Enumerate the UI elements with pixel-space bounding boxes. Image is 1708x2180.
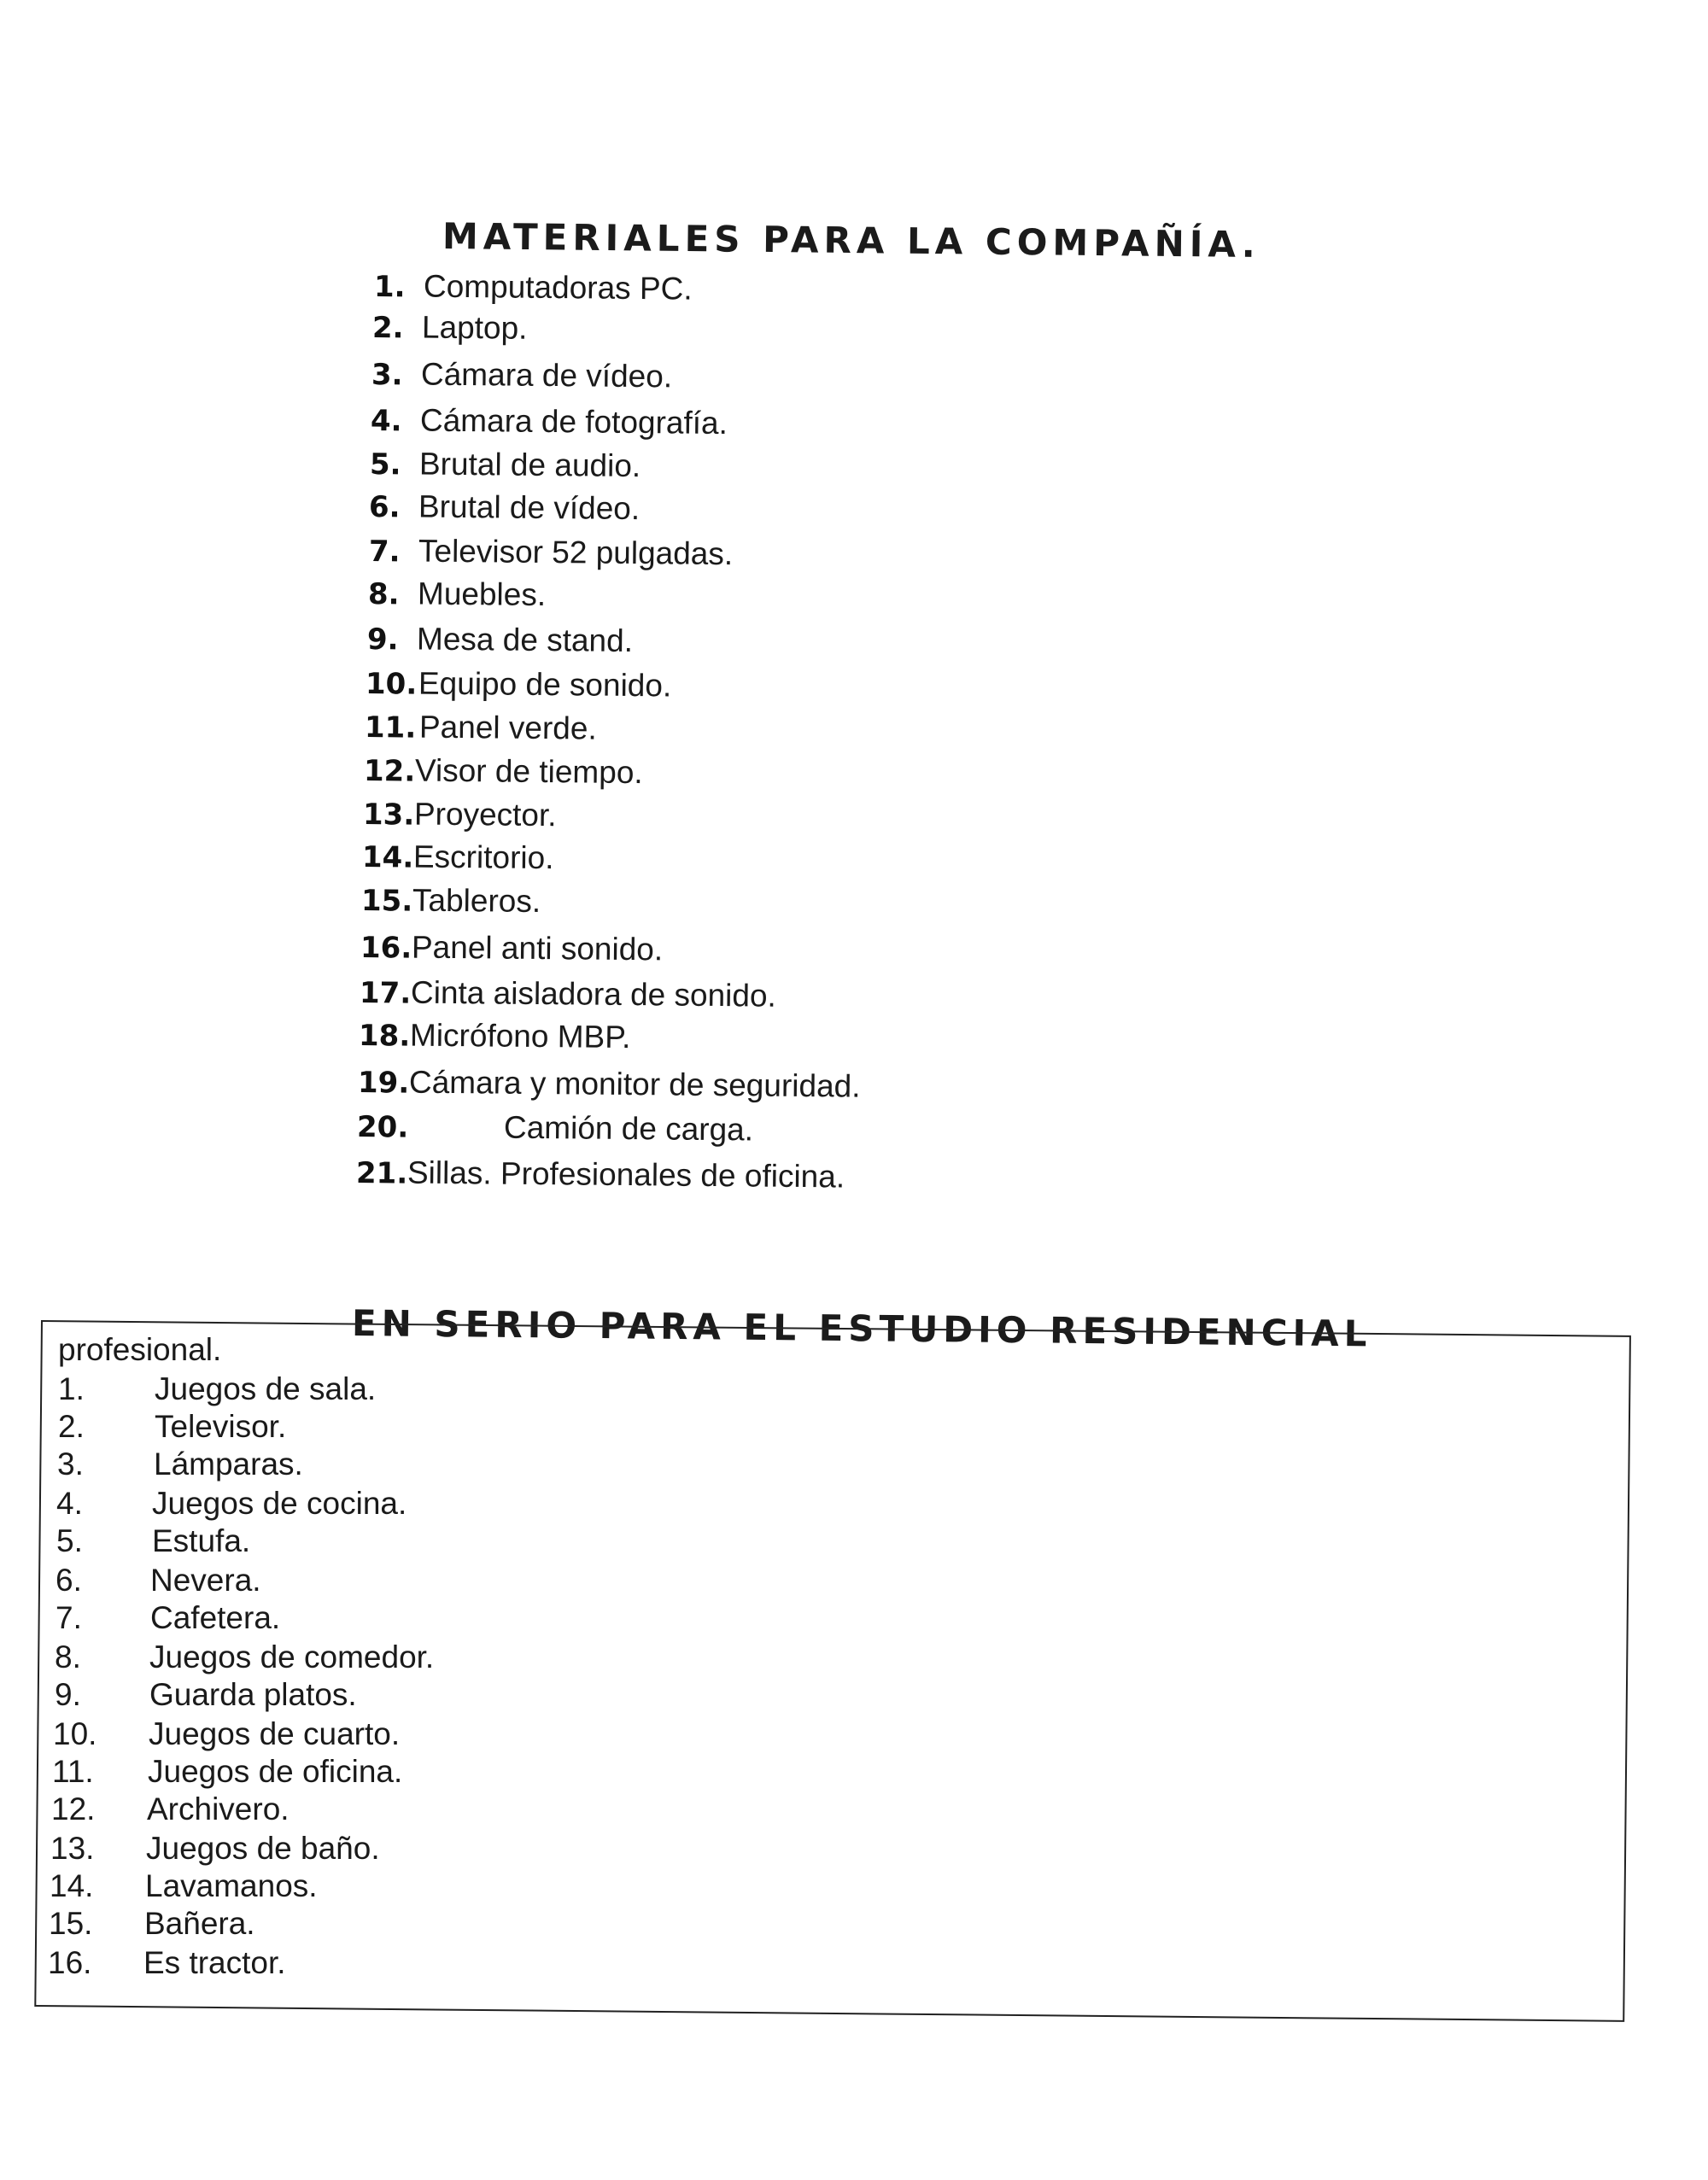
list-item: [364, 752, 643, 791]
item-text: Brutal de audio.: [418, 446, 641, 484]
item-number: 11.: [364, 710, 417, 745]
item-number: 16.: [360, 931, 412, 966]
item-number: 15.: [360, 884, 413, 919]
item-number: 12.: [363, 754, 416, 789]
item-number: 11.: [52, 1754, 94, 1789]
item-text: Juegos de baño.: [146, 1831, 380, 1866]
item-number: 2.: [58, 1409, 85, 1444]
item-text: Juegos de oficina.: [148, 1754, 403, 1789]
item-number: 19.: [357, 1066, 410, 1101]
item-text: Juegos de sala.: [155, 1371, 377, 1406]
item-number: 7.: [56, 1600, 82, 1635]
item-number: 14.: [361, 840, 414, 875]
item-text: Panel anti sonido.: [411, 929, 664, 967]
item-text: Televisor 52 pulgadas.: [418, 533, 734, 572]
list-item: [374, 268, 693, 307]
item-number: 13.: [362, 798, 415, 833]
list-item: [360, 974, 776, 1014]
item-number: 16.: [48, 1945, 92, 1980]
list-item: [369, 488, 640, 527]
list-item: [359, 1017, 631, 1055]
item-number: 5.: [56, 1523, 83, 1558]
item-number: 15.: [49, 1906, 93, 1941]
item-text: Cámara de vídeo.: [420, 356, 673, 395]
list-item: [357, 1108, 753, 1148]
residential-studio-title: EN SERIO PARA EL ESTUDIO RESIDENCIAL: [351, 1301, 1372, 1355]
item-number: 3.: [371, 358, 403, 393]
item-text: Proyector.: [413, 796, 557, 833]
item-number: 10.: [365, 667, 418, 702]
item-text: Camión de carga.: [503, 1109, 754, 1148]
item-number: 13.: [50, 1831, 95, 1866]
item-number: 10.: [53, 1716, 97, 1751]
item-number: 5.: [369, 447, 401, 482]
item-number: 18.: [358, 1019, 411, 1054]
item-text: Micrófono MBP.: [409, 1017, 631, 1055]
list-item: [371, 356, 672, 395]
item-text: Archivero.: [147, 1791, 290, 1826]
list-item: [368, 576, 547, 613]
list-item: [356, 1154, 845, 1195]
list-item: [360, 929, 664, 967]
item-text: Laptop.: [421, 309, 528, 346]
item-text: Computadoras PC.: [423, 268, 693, 307]
item-text: Juegos de cocina.: [152, 1486, 407, 1521]
item-number: 1.: [58, 1371, 85, 1406]
item-text: Juegos de comedor.: [149, 1639, 435, 1674]
item-text: Es tractor.: [143, 1945, 286, 1980]
list-item: [372, 309, 528, 347]
list-item: [369, 533, 734, 572]
item-number: 6.: [56, 1563, 82, 1598]
list-item: [358, 1064, 861, 1105]
list-item: [365, 709, 597, 747]
item-number: 3.: [57, 1447, 84, 1482]
item-number: 8.: [55, 1639, 81, 1674]
item-number: 4.: [56, 1486, 83, 1521]
item-number: 14.: [50, 1868, 94, 1903]
item-text: Lámparas.: [154, 1447, 303, 1482]
item-text: Escritorio.: [412, 839, 554, 876]
item-text: Lavamanos.: [145, 1868, 318, 1903]
item-number: 6.: [368, 490, 401, 525]
item-number: 7.: [368, 535, 401, 570]
item-text: Sillas. Profesionales de oficina.: [407, 1154, 845, 1195]
item-text: Equipo de sonido.: [418, 665, 672, 704]
item-text: Panel verde.: [418, 709, 597, 746]
item-number: 21.: [355, 1156, 408, 1191]
list-item: [371, 402, 728, 441]
item-text: Cámara de fotografía.: [419, 402, 728, 441]
item-number: 9.: [55, 1677, 81, 1712]
item-text: Cámara y monitor de seguridad.: [408, 1064, 861, 1104]
item-text: Cinta aisladora de sonido.: [410, 974, 777, 1014]
list-item: [367, 621, 633, 659]
item-text: Cafetera.: [150, 1600, 281, 1635]
list-item: [366, 665, 672, 704]
company-materials-title: MATERIALES PARA LA COMPAÑÍA.: [442, 215, 1261, 266]
item-number: 9.: [366, 622, 399, 658]
item-text: Estufa.: [152, 1523, 251, 1558]
item-text: Nevera.: [150, 1563, 261, 1598]
item-text: Tableros.: [412, 882, 541, 920]
item-number: 17.: [359, 976, 412, 1011]
list-item: [370, 446, 641, 484]
item-text: Mesa de stand.: [416, 621, 634, 658]
item-text: Televisor.: [155, 1409, 287, 1444]
item-number: 1.: [373, 270, 406, 305]
list-item: [363, 796, 557, 833]
list-item: [361, 882, 541, 920]
item-number: 12.: [51, 1791, 96, 1826]
item-number: 8.: [367, 577, 400, 612]
item-text: Guarda platos.: [149, 1677, 357, 1712]
item-text: Visor de tiempo.: [414, 752, 643, 791]
item-text: Brutal de vídeo.: [418, 488, 640, 527]
item-number: 2.: [371, 311, 404, 346]
box-intro-text: profesional.: [58, 1332, 222, 1367]
item-text: Bañera.: [144, 1906, 255, 1941]
list-item: [362, 839, 554, 876]
item-text: Juegos de cuarto.: [149, 1716, 401, 1751]
item-number: 20.: [356, 1110, 409, 1145]
item-number: 4.: [370, 404, 402, 439]
item-text: Muebles.: [417, 576, 547, 612]
